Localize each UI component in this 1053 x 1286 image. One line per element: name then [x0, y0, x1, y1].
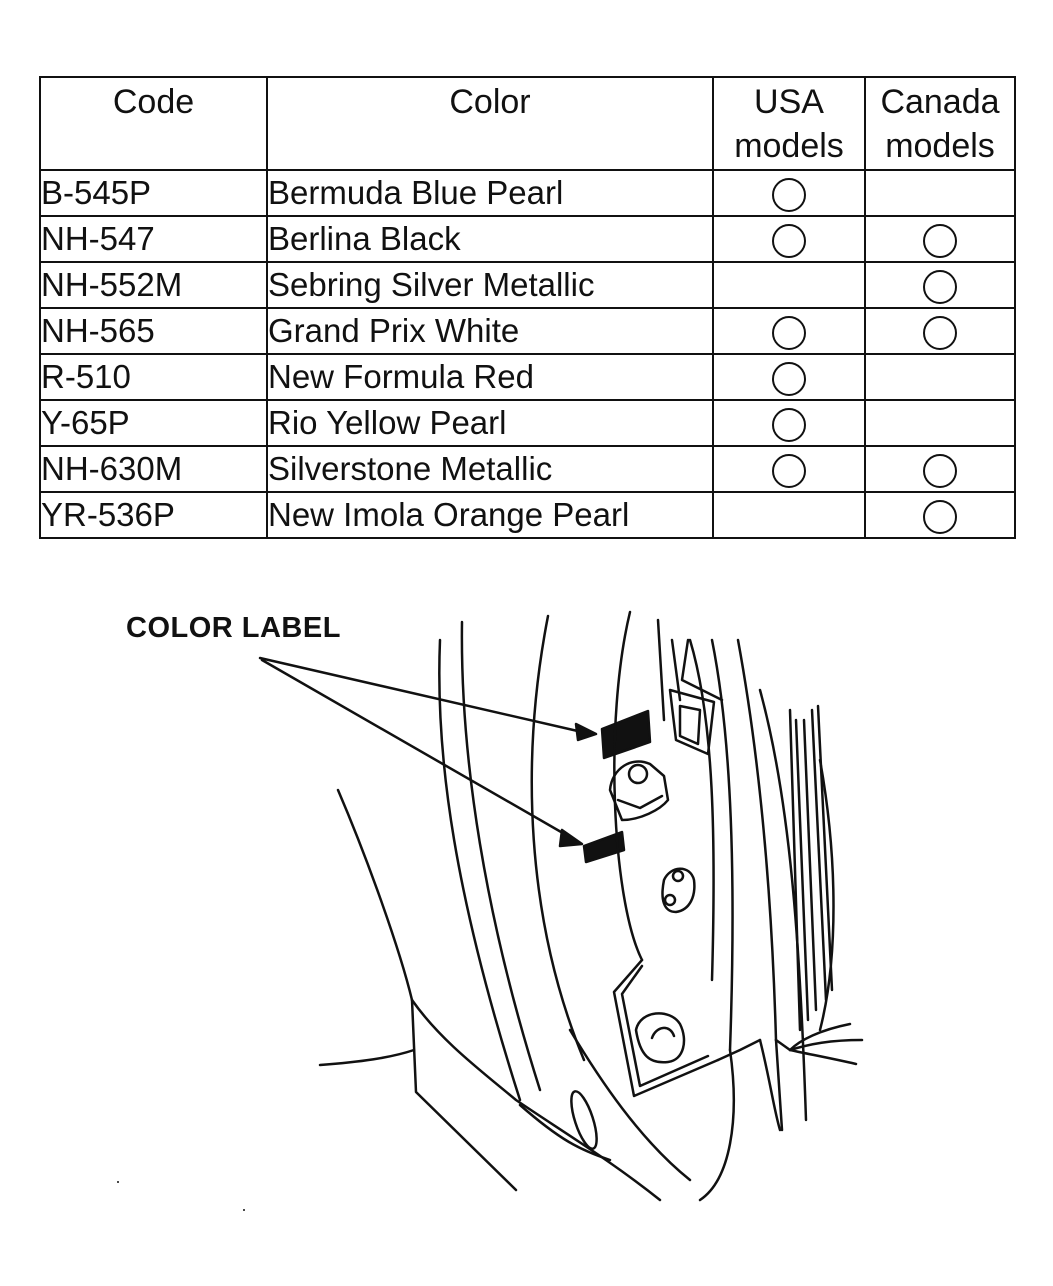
cell-canada-availability: [865, 354, 1015, 400]
right-panel: [738, 640, 862, 1130]
header-usa-line1: USA: [754, 83, 824, 121]
cell-usa-availability: [713, 492, 865, 538]
cell-color: Rio Yellow Pearl: [267, 400, 713, 446]
cell-code: B-545P: [40, 170, 267, 216]
table-row: [40, 308, 1015, 354]
availability-circle-icon: [923, 270, 957, 304]
table-row: [40, 216, 1015, 262]
cell-usa-availability: [713, 308, 865, 354]
cell-code: R-510: [40, 354, 267, 400]
cell-code: NH-565: [40, 308, 267, 354]
cell-usa-availability: [713, 446, 865, 492]
cell-canada-availability: [865, 308, 1015, 354]
cell-color: New Imola Orange Pearl: [267, 492, 713, 538]
cell-usa-availability: [713, 354, 865, 400]
header-color: Color: [267, 77, 713, 170]
availability-circle-icon: [923, 454, 957, 488]
cell-color: Sebring Silver Metallic: [267, 262, 713, 308]
availability-circle-icon: [772, 224, 806, 258]
availability-circle-icon: [772, 178, 806, 212]
cell-canada-availability: [865, 170, 1015, 216]
table-row: [40, 400, 1015, 446]
door-jamb-illustration: [0, 560, 1053, 1286]
cell-canada-availability: [865, 446, 1015, 492]
cell-usa-availability: [713, 170, 865, 216]
cell-canada-availability: [865, 216, 1015, 262]
callout-leaders: [260, 658, 596, 846]
cell-code: NH-552M: [40, 262, 267, 308]
cell-code: NH-547: [40, 216, 267, 262]
table-row: [40, 354, 1015, 400]
table-row: [40, 170, 1015, 216]
table-row: [40, 446, 1015, 492]
table-body: [40, 170, 1015, 538]
cell-color: Bermuda Blue Pearl: [267, 170, 713, 216]
body-outline: [320, 616, 690, 1200]
header-canada-line2: models: [885, 127, 995, 165]
cell-canada-availability: [865, 262, 1015, 308]
cell-color: Grand Prix White: [267, 308, 713, 354]
color-code-table: [39, 76, 1016, 539]
table-header-row: [40, 77, 1015, 170]
header-usa-models: [713, 77, 865, 170]
color-label-upper: [602, 711, 650, 758]
availability-circle-icon: [772, 454, 806, 488]
availability-circle-icon: [923, 500, 957, 534]
door-latch-parts: [610, 762, 694, 1063]
cell-canada-availability: [865, 400, 1015, 446]
table-row: [40, 262, 1015, 308]
availability-circle-icon: [772, 408, 806, 442]
cell-code: NH-630M: [40, 446, 267, 492]
availability-circle-icon: [923, 224, 957, 258]
header-canada-line1: Canada: [880, 83, 1000, 121]
color-label-callout: COLOR LABEL: [126, 612, 341, 644]
header-code: Code: [40, 77, 267, 170]
availability-circle-icon: [772, 362, 806, 396]
cell-code: YR-536P: [40, 492, 267, 538]
cell-color: Berlina Black: [267, 216, 713, 262]
cell-code: Y-65P: [40, 400, 267, 446]
cell-usa-availability: [713, 400, 865, 446]
cell-canada-availability: [865, 492, 1015, 538]
table-row: [40, 492, 1015, 538]
availability-circle-icon: [923, 316, 957, 350]
availability-circle-icon: [772, 316, 806, 350]
cell-color: New Formula Red: [267, 354, 713, 400]
cell-usa-availability: [713, 216, 865, 262]
header-usa-line2: models: [734, 127, 844, 165]
cell-usa-availability: [713, 262, 865, 308]
cell-color: Silverstone Metallic: [267, 446, 713, 492]
header-canada-models: [865, 77, 1015, 170]
